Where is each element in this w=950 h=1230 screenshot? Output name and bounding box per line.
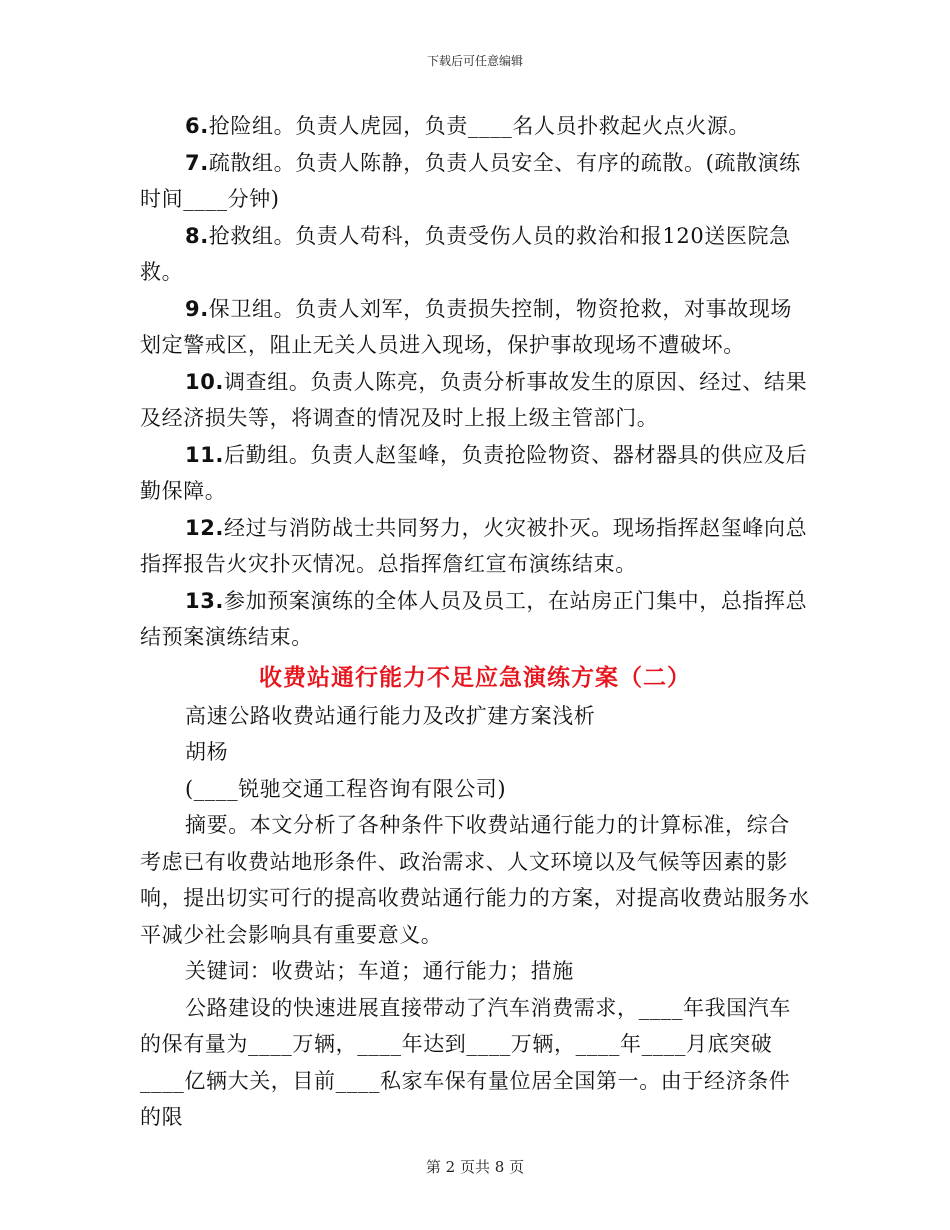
item-number: 13. (185, 588, 225, 613)
item-number: 10. (185, 369, 225, 394)
list-item (140, 108, 810, 145)
list-item (140, 145, 810, 218)
article-affiliation: (____锐驰交通工程咨询有限公司) (185, 776, 507, 801)
article-author: 胡杨 (185, 740, 229, 764)
page-footer: 第 2 页共 8 页 (425, 1158, 525, 1176)
item-text: 调查组。负责人陈亮，负责分析事故发生的原因、经过、结果及经济损失等，将调查的情况及时上报上级主管部门。 (140, 369, 808, 430)
list-item (140, 218, 810, 291)
list-item (140, 510, 810, 583)
list-item (140, 291, 810, 364)
article-keywords: 关键词：收费站；车道；通行能力；措施 (185, 959, 574, 983)
item-text: 后勤组。负责人赵玺峰，负责抢险物资、器材器具的供应及后勤保障。 (140, 442, 808, 503)
item-text: 保卫组。负责人刘军，负责损失控制，物资抢救，对事故现场划定警戒区，阻止无关人员进入现场，保护事故现场不遭破坏。 (140, 296, 792, 357)
article-subtitle: 高速公路收费站通行能力及改扩建方案浅析 (185, 703, 596, 728)
item-number: 6. (185, 114, 209, 138)
item-text: 抢险组。负责人虎园，负责____名人员扑救起火点火源。 (208, 114, 750, 138)
list-item (140, 364, 810, 437)
article-body-paragraph: 公路建设的快速进展直接带动了汽车消费需求，____年我国汽车的保有量为____万辆，____年达到____万辆，____年____月底突破____亿辆大关，目前____私家车保有量位居全国第一。由于经济条件的限 (140, 995, 791, 1129)
page-header: 下载后可任意编辑 (426, 54, 523, 68)
item-text: 抢救组。负责人苟科，负责受伤人员的救治和报120送医院急救。 (140, 223, 791, 284)
list-item (140, 583, 810, 656)
item-number: 9. (185, 296, 209, 321)
item-text: 参加预案演练的全体人员及员工，在站房正门集中，总指挥总结预案演练结束。 (140, 588, 808, 649)
item-text: 疏散组。负责人陈静，负责人员安全、有序的疏散。(疏散演练时间____分钟) (140, 150, 801, 211)
item-text: 经过与消防战士共同努力，火灾被扑灭。现场指挥赵玺峰向总指挥报告火灾扑灭情况。总指挥詹红宣布演练结束。 (140, 515, 808, 576)
document-body (140, 108, 810, 1136)
article-abstract: 摘要。本文分析了各种条件下收费站通行能力的计算标准，综合考虑已有收费站地形条件、政治需求、人文环境以及气候等因素的影响，提出切实可行的提高收费站通行能力的方案，对提高收费站服务水平减少社会影响具有重要意义。 (140, 813, 810, 947)
item-number: 11. (185, 442, 225, 467)
item-number: 7. (185, 150, 209, 175)
list-item (140, 437, 810, 510)
item-number: 12. (185, 515, 225, 540)
item-number: 8. (185, 223, 209, 248)
section-title: 收费站通行能力不足应急演练方案（二） (259, 664, 691, 691)
